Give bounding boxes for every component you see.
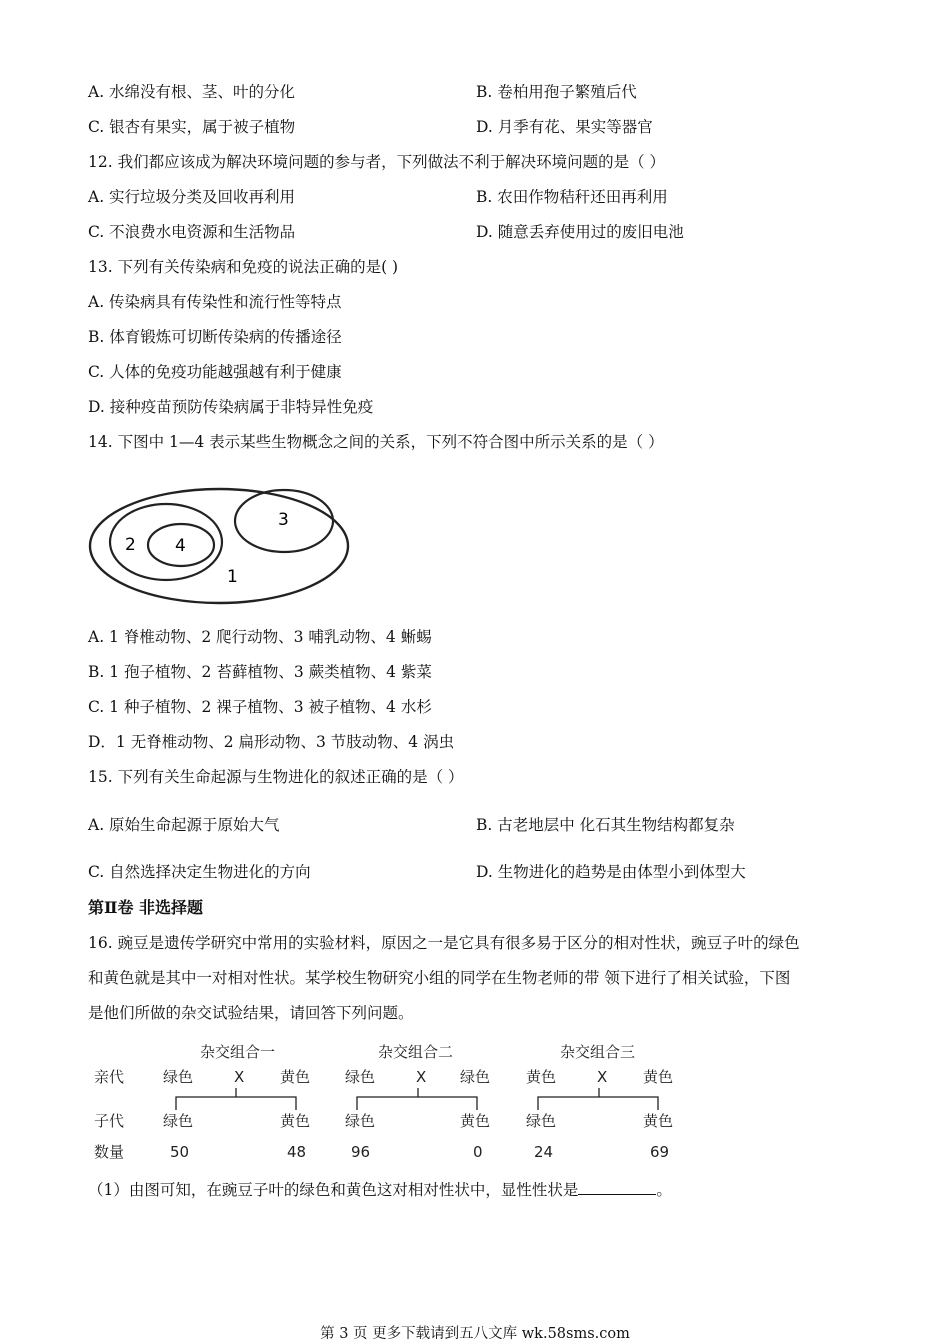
label-2: 2 bbox=[125, 535, 136, 555]
group-2-title: 杂交组合二 bbox=[378, 1043, 454, 1061]
q16-stem-line-3: 是他们所做的杂交试验结果，请回答下列问题。 bbox=[88, 1004, 414, 1022]
q12-stem: 12. 我们都应该成为解决环境问题的参与者，下列做法不利于解决环境问题的是（ ） bbox=[88, 153, 666, 171]
group-3-child-1: 绿色 bbox=[526, 1112, 557, 1130]
group-3-cross: X bbox=[597, 1068, 608, 1086]
q12-option-d: D. 随意丢弃使用过的废旧电池 bbox=[476, 223, 684, 241]
group-3-parent-1: 黄色 bbox=[526, 1068, 557, 1086]
group-1-child-1: 绿色 bbox=[163, 1112, 194, 1130]
group-1-cross: X bbox=[234, 1068, 245, 1086]
q16-sub-1 bbox=[88, 1180, 672, 1200]
q14-option-d: D．1 无脊椎动物、2 扁形动物、3 节肢动物、4 涡虫 bbox=[88, 733, 455, 751]
q11-option-a: A. 水绵没有根、茎、叶的分化 bbox=[88, 83, 296, 101]
label-1: 1 bbox=[227, 567, 238, 587]
q13-option-c: C. 人体的免疫功能越强越有利于健康 bbox=[88, 363, 342, 381]
q15-option-b: B. 古老地层中 化石其生物结构都复杂 bbox=[476, 816, 735, 834]
q15-option-d: D. 生物进化的趋势是由体型小到体型大 bbox=[476, 863, 746, 881]
q16-sub-1-text: （1）由图可知，在豌豆子叶的绿色和黄色这对相对性状中，显性性状是 bbox=[88, 1181, 579, 1199]
label-4: 4 bbox=[175, 536, 186, 556]
q15-option-a: A. 原始生命起源于原始大气 bbox=[88, 816, 280, 834]
q16-sub-1-end: 。 bbox=[656, 1181, 672, 1199]
row-label-offspring: 子代 bbox=[94, 1112, 125, 1130]
q12-option-c: C. 不浪费水电资源和生活物品 bbox=[88, 223, 296, 241]
group-2-parent-1: 绿色 bbox=[345, 1068, 376, 1086]
q14-option-c: C. 1 种子植物、2 裸子植物、3 被子植物、4 水杉 bbox=[88, 698, 432, 716]
q13-option-b: B. 体育锻炼可切断传染病的传播途径 bbox=[88, 328, 342, 346]
q15-option-c: C. 自然选择决定生物进化的方向 bbox=[88, 863, 311, 881]
group-1-bracket bbox=[176, 1097, 296, 1110]
q16-stem-line-1: 16. 豌豆是遗传学研究中常用的实验材料，原因之一是它具有很多易于区分的相对性状，豌豆子叶的绿色 bbox=[88, 934, 800, 952]
group-3-count-2: 69 bbox=[650, 1143, 670, 1161]
q13-stem: 13. 下列有关传染病和免疫的说法正确的是( ) bbox=[88, 258, 399, 276]
group-2-parent-2: 绿色 bbox=[460, 1068, 491, 1086]
group-2-child-2: 黄色 bbox=[460, 1112, 491, 1130]
page-footer: 第 3 页 更多下载请到五八文库 wk.58sms.com bbox=[320, 1326, 630, 1342]
cross-table bbox=[88, 1040, 688, 1165]
q13-option-a: A. 传染病具有传染性和流行性等特点 bbox=[88, 293, 342, 311]
group-2-child-1: 绿色 bbox=[345, 1112, 376, 1130]
q11-option-b: B. 卷柏用孢子繁殖后代 bbox=[476, 83, 637, 101]
section-title: 第Ⅱ卷 非选择题 bbox=[88, 898, 204, 917]
q16-stem-line-2: 和黄色就是其中一对相对性状。某学校生物研究小组的同学在生物老师的带 领下进行了相关试验，下图 bbox=[88, 969, 791, 987]
group-2-count-2: 0 bbox=[473, 1143, 483, 1161]
q15-stem: 15. 下列有关生命起源与生物进化的叙述正确的是（ ） bbox=[88, 768, 464, 786]
answer-blank[interactable] bbox=[578, 1180, 656, 1195]
group-1-title: 杂交组合一 bbox=[200, 1043, 276, 1061]
group-3-title: 杂交组合三 bbox=[560, 1043, 636, 1061]
q14-stem: 14. 下图中 1—4 表示某些生物概念之间的关系，下列不符合图中所示关系的是（ ） bbox=[88, 433, 664, 451]
group-2-cross: X bbox=[416, 1068, 427, 1086]
group-2-count-1: 96 bbox=[351, 1143, 371, 1161]
group-2-bracket bbox=[357, 1097, 477, 1110]
q12-option-a: A. 实行垃圾分类及回收再利用 bbox=[88, 188, 296, 206]
group-1-parent-1: 绿色 bbox=[163, 1068, 194, 1086]
row-label-parents: 亲代 bbox=[94, 1068, 125, 1086]
q11-option-d: D. 月季有花、果实等器官 bbox=[476, 118, 653, 136]
group-3-child-2: 黄色 bbox=[643, 1112, 674, 1130]
group-3-bracket bbox=[538, 1097, 658, 1110]
group-3-parent-2: 黄色 bbox=[643, 1068, 674, 1086]
group-1-child-2: 黄色 bbox=[280, 1112, 311, 1130]
q11-option-c: C. 银杏有果实，属于被子植物 bbox=[88, 118, 296, 136]
row-label-count: 数量 bbox=[94, 1143, 125, 1161]
q13-option-d: D. 接种疫苗预防传染病属于非特异性免疫 bbox=[88, 398, 374, 416]
group-1-parent-2: 黄色 bbox=[280, 1068, 311, 1086]
q14-option-a: A. 1 脊椎动物、2 爬行动物、3 哺乳动物、4 蜥蜴 bbox=[88, 628, 432, 646]
q16-stem bbox=[88, 926, 868, 1031]
group-1-count-1: 50 bbox=[170, 1143, 190, 1161]
venn-diagram bbox=[88, 486, 358, 611]
group-3-count-1: 24 bbox=[534, 1143, 554, 1161]
q12-option-b: B. 农田作物秸秆还田再利用 bbox=[476, 188, 668, 206]
label-3: 3 bbox=[278, 510, 289, 530]
q14-option-b: B. 1 孢子植物、2 苔藓植物、3 蕨类植物、4 紫菜 bbox=[88, 663, 432, 681]
group-1-count-2: 48 bbox=[287, 1143, 307, 1161]
